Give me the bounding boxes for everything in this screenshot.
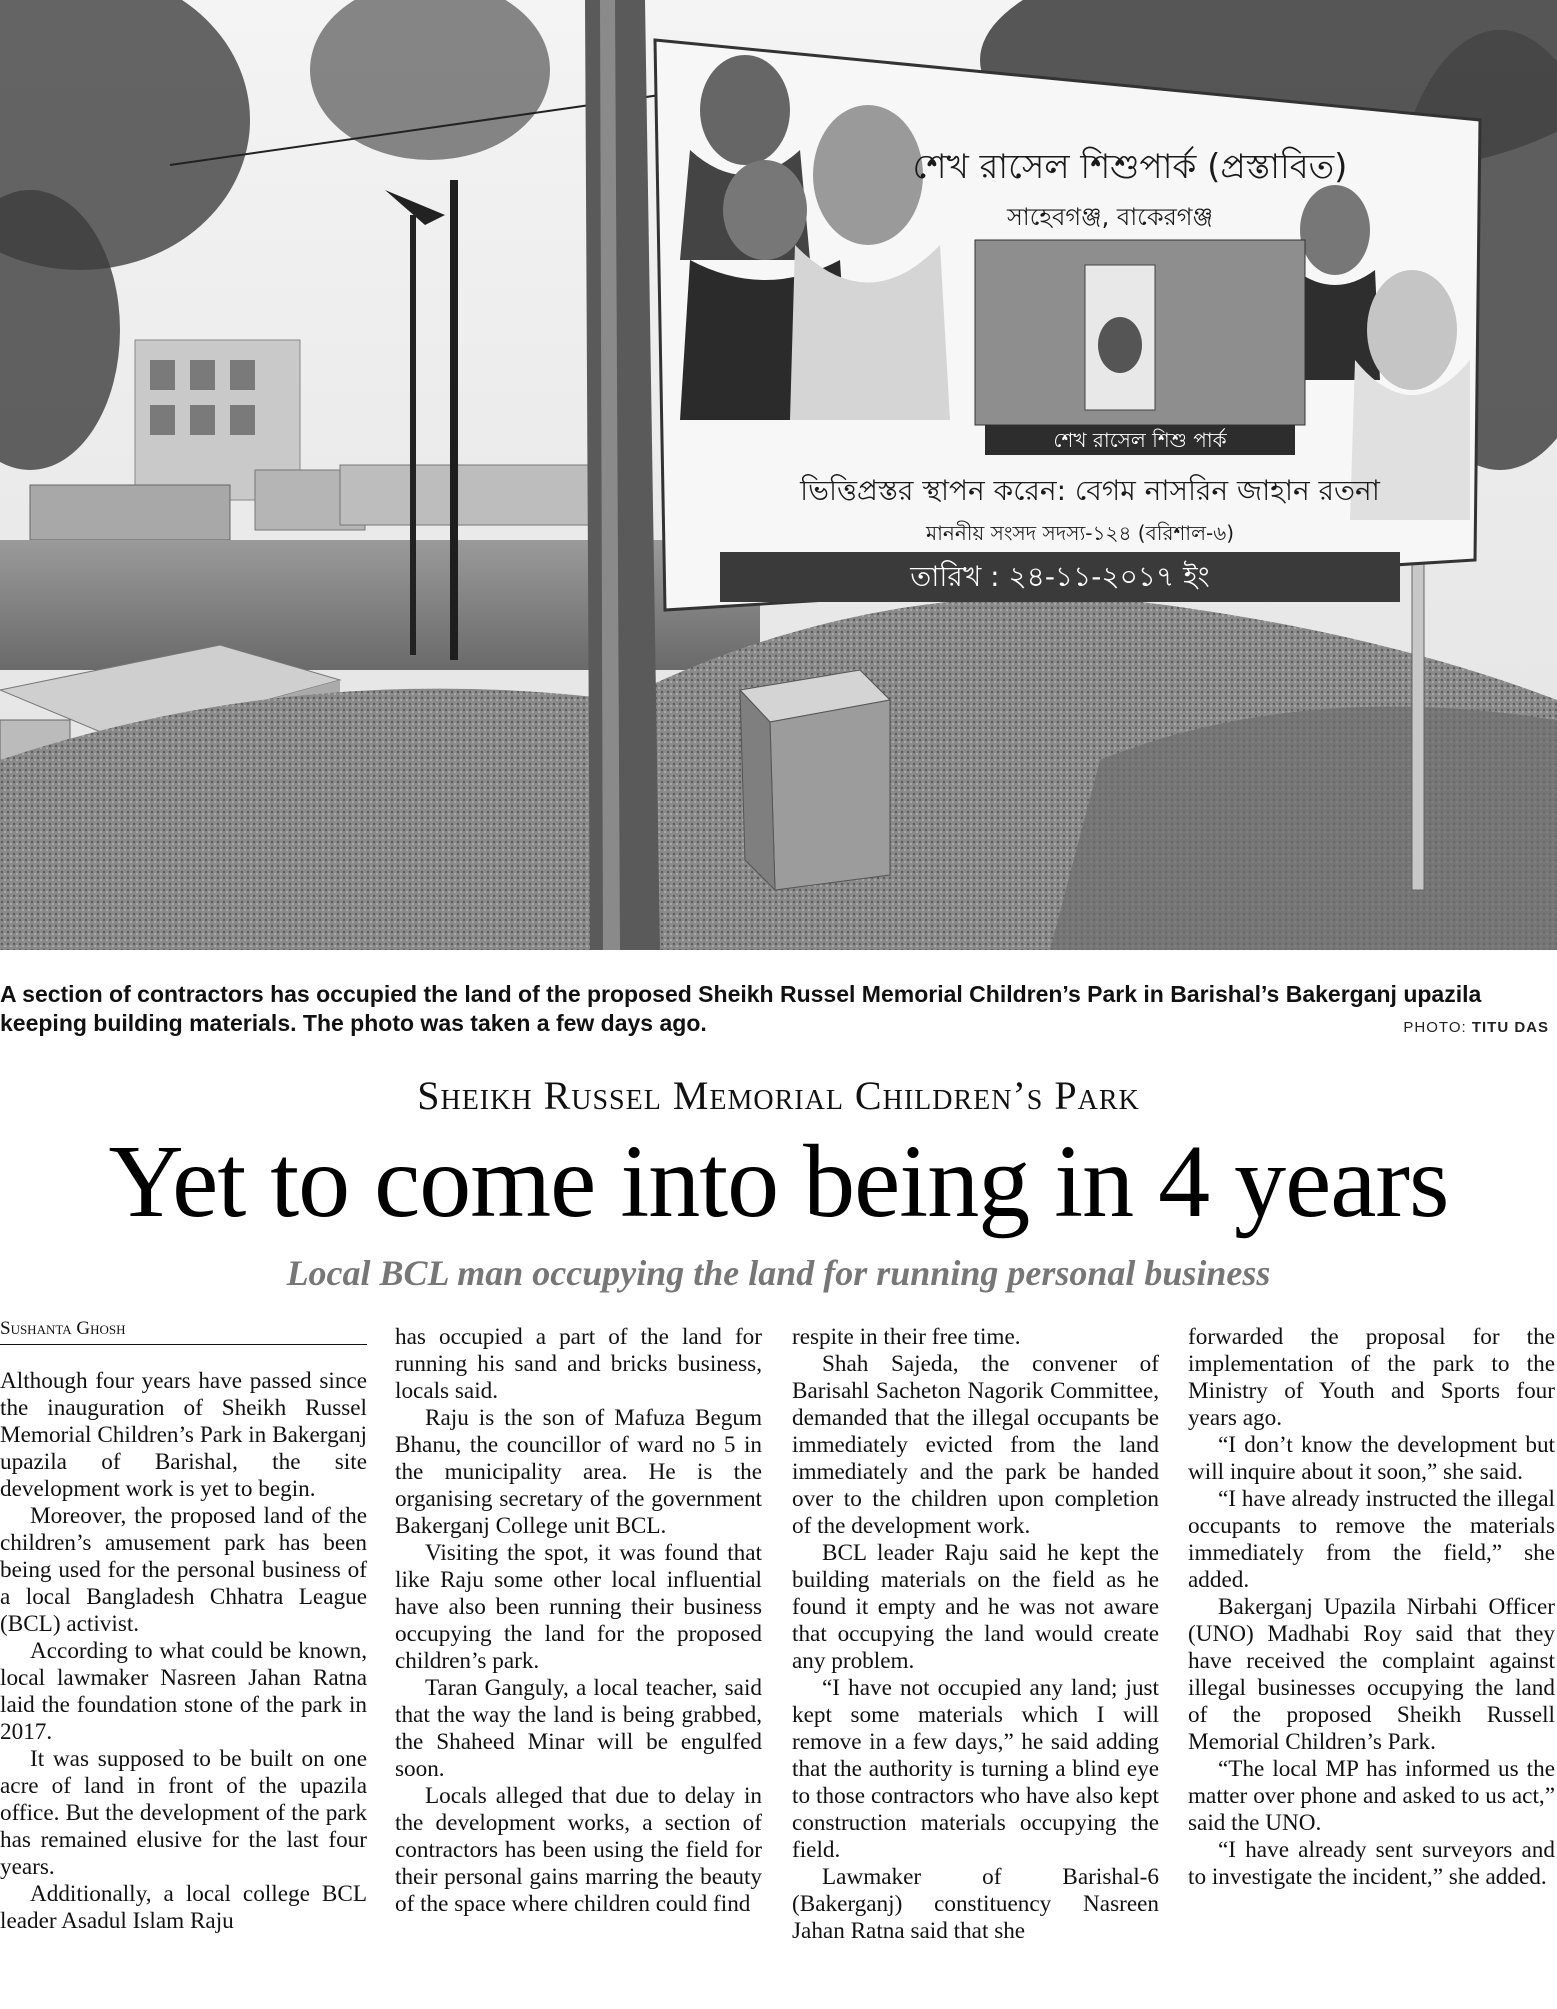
paragraph: Visiting the spot, it was found that like Raju some other local influential have also been running their business occupying the land for the proposed children’s park. [395,1540,762,1674]
billboard-mp: মাননীয় সংসদ সদস্য-১২৪ (বরিশাল-৬) [925,521,1235,545]
photo-credit [1403,1019,1549,1036]
paragraph: “I have already sent surveyors and to investigate the incident,” she added. [1188,1837,1555,1890]
paragraph: Bakerganj Upazila Nirbahi Officer (UNO) Madhabi Roy said that they have received the complaint against illegal businesses occupying the land of the proposed Sheikh Russell Memorial Children’s Park. [1188,1594,1555,1755]
billboard [655,40,1480,610]
paragraph: Additionally, a local college BCL leader Asadul Islam Raju [0,1881,367,1934]
article-column-4 [1188,1324,1555,1891]
headline: Yet to come into being in 4 years [108,1124,1449,1239]
billboard-location: সাহেবগঞ্জ, বাকেরগঞ্জ [1006,203,1214,231]
billboard-date: তারিখ : ২৪-১১-২০১৭ ইং [910,560,1210,593]
paragraph: Lawmaker of Barishal-6 (Bakerganj) constituency Nasreen Jahan Ratna said that she [792,1864,1159,1944]
paragraph: respite in their free time. [792,1324,1021,1350]
kicker: Sheikh Russel Memorial Children’s Park [417,1073,1140,1118]
billboard-foundation: ভিত্তিপ্রস্তর স্থাপন করেন: বেগম নাসরিন জাহান রতনা [800,474,1380,507]
paragraph: Shah Sajeda, the convener of Barisahl Sacheton Nagorik Committee, demanded that the illegal occupants be immediately evicted from the land immediately and the park be handed over to the children upon completion of the development work. [792,1351,1159,1539]
paragraph: Locals alleged that due to delay in the development works, a section of contractors has been using the field for their personal gains marring the beauty of the space where children could find [395,1783,762,1917]
article-column-1 [0,1368,367,1935]
photo-caption: A section of contractors has occupied the land of the proposed Sheikh Russel Memorial Children’s Park in Barishal’s Bakerganj upazila keeping building materials. The photo was taken a few days ago. [0,981,1482,1036]
photo-credit-name: TITU DAS [1471,1019,1549,1036]
paragraph: According to what could be known, local lawmaker Nasreen Jahan Ratna laid the foundation stone of the park in 2017. [0,1638,367,1745]
paragraph: Although four years have passed since the inauguration of Sheikh Russel Memorial Children’s Park in Bakerganj upazila of Barishal, the site development work is yet to begin. [0,1368,367,1502]
paragraph: “I don’t know the development but will inquire about it soon,” she said. [1188,1432,1555,1485]
subheadline: Local BCL man occupying the land for running personal business [286,1253,1271,1293]
byline: Sushanta Ghosh [0,1318,367,1345]
paragraph: BCL leader Raju said he kept the building materials on the field as he found it empty and he was not aware that occupying the land would create any problem. [792,1540,1159,1674]
photo-credit-label: PHOTO: [1403,1019,1467,1036]
paragraph: Moreover, the proposed land of the children’s amusement park has been being used for the personal business of a local Bangladesh Chhatra League (BCL) activist. [0,1503,367,1637]
paragraph: Raju is the son of Mafuza Begum Bhanu, the councillor of ward no 5 in the municipality area. He is the organising secretary of the government Bakerganj College unit BCL. [395,1405,762,1539]
paragraph: “I have not occupied any land; just kept some materials which I will remove in a few days,” he said adding that the authority is turning a blind eye to those contractors who have also kept construction materials occupying the field. [792,1675,1159,1863]
paragraph: It was supposed to be built on one acre of land in front of the upazila office. But the development of the park has remained elusive for the last four years. [0,1746,367,1880]
paragraph: “The local MP has informed us the matter over phone and asked to us act,” said the UNO. [1188,1756,1555,1836]
paragraph: has occupied a part of the land for running his sand and bricks business, locals said. [395,1324,762,1404]
article-column-3 [792,1324,1159,1945]
paragraph: “I have already instructed the illegal occupants to remove the materials immediately from the field,” she added. [1188,1486,1555,1593]
article-column-2 [395,1324,762,1918]
billboard-park-strip: শেখ রাসেল শিশু পার্ক [1053,428,1227,452]
paragraph: forwarded the proposal for the implementation of the park to the Ministry of Youth and Sports four years ago. [1188,1324,1555,1431]
park-site-photo [0,0,1557,950]
news-photo [0,0,1557,950]
billboard-title: শেখ রাসেল শিশুপার্ক (প্রস্তাবিত) [912,147,1348,187]
stone-pillar [740,670,890,890]
paragraph: Taran Ganguly, a local teacher, said that the way the land is being grabbed, the Shaheed Minar will be engulfed soon. [395,1675,762,1782]
